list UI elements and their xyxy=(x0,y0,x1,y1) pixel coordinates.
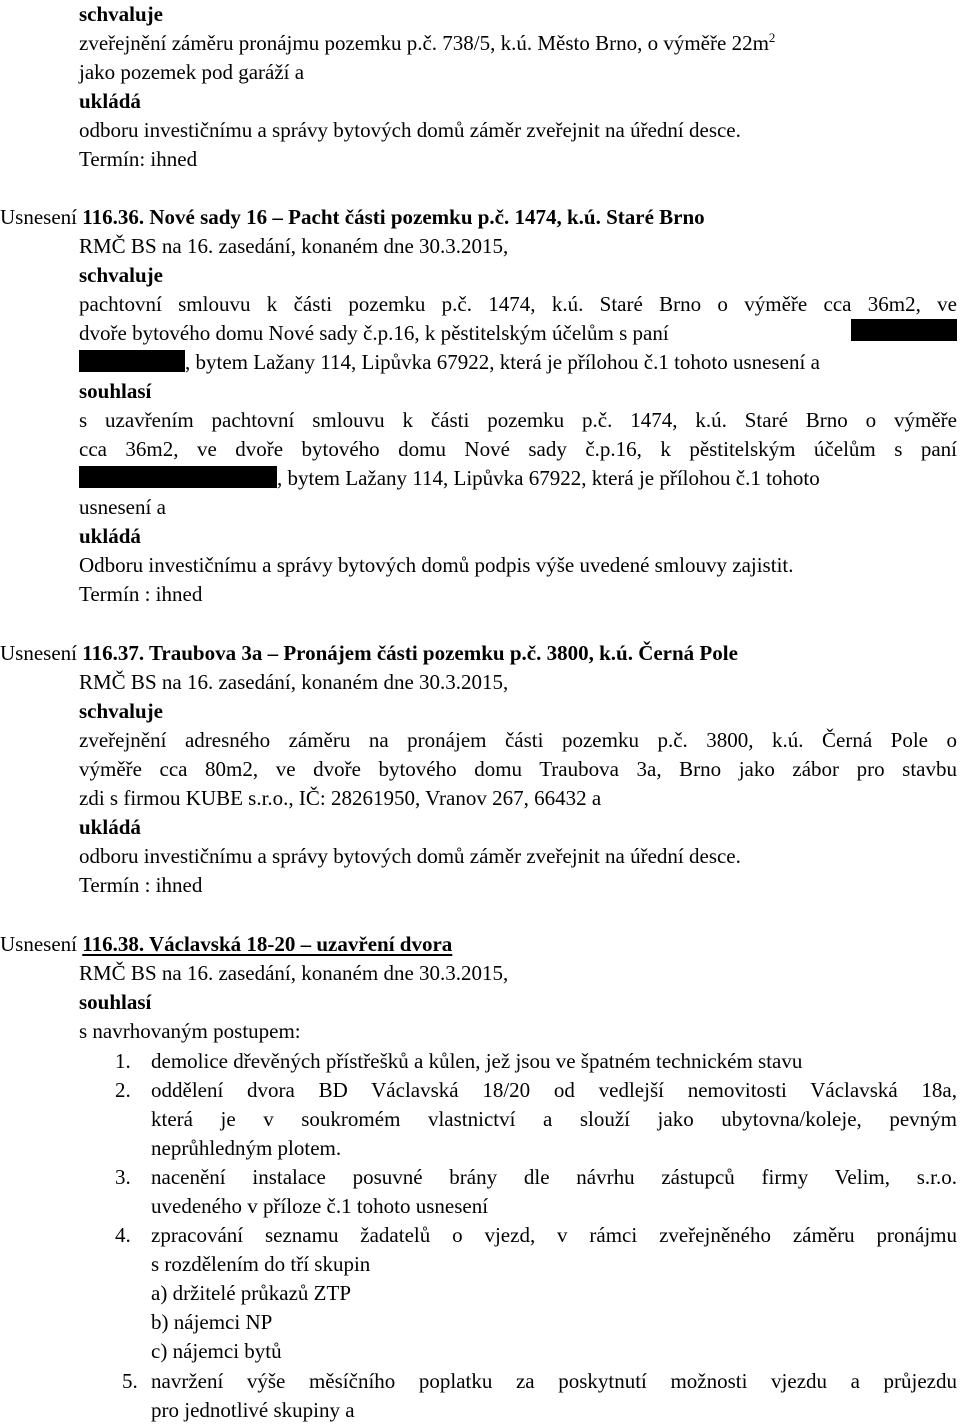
decision-verb-uklada: ukládá xyxy=(79,524,141,548)
list-item-line: zpracování seznamu žadatelů o vjezd, v rámci zveřejněného záměru pronájmu xyxy=(151,1223,957,1247)
list-number: 4. xyxy=(115,1223,131,1247)
heading-title: 116.37. Traubova 3a – Pronájem části pozemku p.č. 3800, k.ú. Černá Pole xyxy=(82,641,738,665)
paragraph-line: Odboru investičnímu a správy bytových domů podpis výše uvedené smlouvy zajistit. xyxy=(79,553,794,577)
text: , bytem Lažany 114, Lipůvka 67922, která je přílohou č.1 tohoto xyxy=(277,466,820,490)
text: dvoře bytového domu Nové sady č.p.16, k pěstitelským účelům s paní xyxy=(79,321,669,345)
redacted-block xyxy=(79,350,185,372)
list-item-line: c) nájemci bytů xyxy=(151,1339,282,1363)
paragraph-line xyxy=(79,29,775,58)
list-item-line: a) držitelé průkazů ZTP xyxy=(151,1281,351,1305)
deadline: Termín: ihned xyxy=(79,147,198,171)
resolution-heading xyxy=(0,930,452,959)
list-item-line: nacenění instalace posuvné brány dle návrhu zástupců firmy Velim, s.r.o. xyxy=(151,1165,957,1189)
meeting-line: RMČ BS na 16. zasedání, konaném dne 30.3.2015, xyxy=(79,234,509,258)
list-number: 3. xyxy=(115,1165,131,1189)
paragraph-line: zveřejnění adresného záměru na pronájem části pozemku p.č. 3800, k.ú. Černá Pole o xyxy=(79,728,957,752)
meeting-line: RMČ BS na 16. zasedání, konaném dne 30.3.2015, xyxy=(79,961,509,985)
paragraph-line xyxy=(79,319,957,348)
list-item-line: pro jednotlivé skupiny a xyxy=(151,1398,355,1422)
paragraph-line: odboru investičnímu a správy bytových domů záměr zveřejnit na úřední desce. xyxy=(79,844,741,868)
paragraph-line: jako pozemek pod garáží a xyxy=(79,60,305,84)
list-number: 1. xyxy=(115,1049,131,1073)
resolution-heading xyxy=(0,203,705,232)
paragraph-line: usnesení a xyxy=(79,495,166,519)
paragraph-line: s uzavřením pachtovní smlouvu k části pozemku p.č. 1474, k.ú. Staré Brno o výměře xyxy=(79,408,957,432)
paragraph-line xyxy=(79,348,820,377)
deadline: Termín : ihned xyxy=(79,873,203,897)
heading-prefix: Usnesení xyxy=(0,205,83,229)
meeting-line: RMČ BS na 16. zasedání, konaném dne 30.3.2015, xyxy=(79,670,509,694)
resolution-heading xyxy=(0,639,738,668)
redacted-block xyxy=(851,319,957,341)
decision-verb-souhlasi: souhlasí xyxy=(79,379,152,403)
decision-verb-schvaluje: schvaluje xyxy=(79,263,163,287)
redacted-block xyxy=(79,466,277,488)
decision-verb-schvaluje: schvaluje xyxy=(79,699,163,723)
list-number: 2. xyxy=(115,1078,131,1102)
paragraph-line: odboru investičnímu a správy bytových domů záměr zveřejnit na úřední desce. xyxy=(79,118,741,142)
list-item-line: navržení výše měsíčního poplatku za poskytnutí možnosti vjezdu a průjezdu xyxy=(151,1369,957,1393)
decision-verb-souhlasi: souhlasí xyxy=(79,990,152,1014)
list-item-line: která je v soukromém vlastnictví a slouží jako ubytovna/koleje, pevným xyxy=(151,1107,957,1131)
list-item-line: uvedeného v příloze č.1 tohoto usnesení xyxy=(151,1194,489,1218)
list-intro: s navrhovaným postupem: xyxy=(79,1019,301,1043)
decision-verb-uklada: ukládá xyxy=(79,89,141,113)
heading-title: 116.38. Václavská 18-20 – uzavření dvora xyxy=(82,932,453,956)
paragraph-line xyxy=(79,464,820,493)
decision-verb-schvaluje: schvaluje xyxy=(79,2,163,26)
list-item-line: demolice dřevěných přístřešků a kůlen, jež jsou ve špatném technickém stavu xyxy=(151,1049,803,1073)
list-item-line: oddělení dvora BD Václavská 18/20 od vedlejší nemovitosti Václavská 18a, xyxy=(151,1078,957,1102)
heading-prefix: Usnesení xyxy=(0,641,83,665)
paragraph-line: pachtovní smlouvu k části pozemku p.č. 1474, k.ú. Staré Brno o výměře cca 36m2, ve xyxy=(79,292,957,316)
list-item-line: neprůhledným plotem. xyxy=(151,1136,342,1160)
paragraph-line: cca 36m2, ve dvoře bytového domu Nové sady č.p.16, k pěstitelským účelům s paní xyxy=(79,437,957,461)
text: , bytem Lažany 114, Lipůvka 67922, která je přílohou č.1 tohoto usnesení a xyxy=(185,350,820,374)
decision-verb-uklada: ukládá xyxy=(79,815,141,839)
deadline: Termín : ihned xyxy=(79,582,203,606)
heading-prefix: Usnesení xyxy=(0,932,83,956)
list-number: 5. xyxy=(122,1369,138,1393)
paragraph-line: výměře cca 80m2, ve dvoře bytového domu Traubova 3a, Brno jako zábor pro stavbu xyxy=(79,757,957,781)
paragraph-line: zdi s firmou KUBE s.r.o., IČ: 28261950, Vranov 267, 66432 a xyxy=(79,786,602,810)
list-item-line: b) nájemci NP xyxy=(151,1310,273,1334)
heading-title: 116.36. Nové sady 16 – Pacht části pozemku p.č. 1474, k.ú. Staré Brno xyxy=(82,205,705,229)
text: zveřejnění záměru pronájmu pozemku p.č. 738/5, k.ú. Město Brno, o výměře 22m xyxy=(79,31,769,55)
list-item-line: s rozdělením do tří skupin xyxy=(151,1252,371,1276)
superscript: 2 xyxy=(768,30,776,45)
